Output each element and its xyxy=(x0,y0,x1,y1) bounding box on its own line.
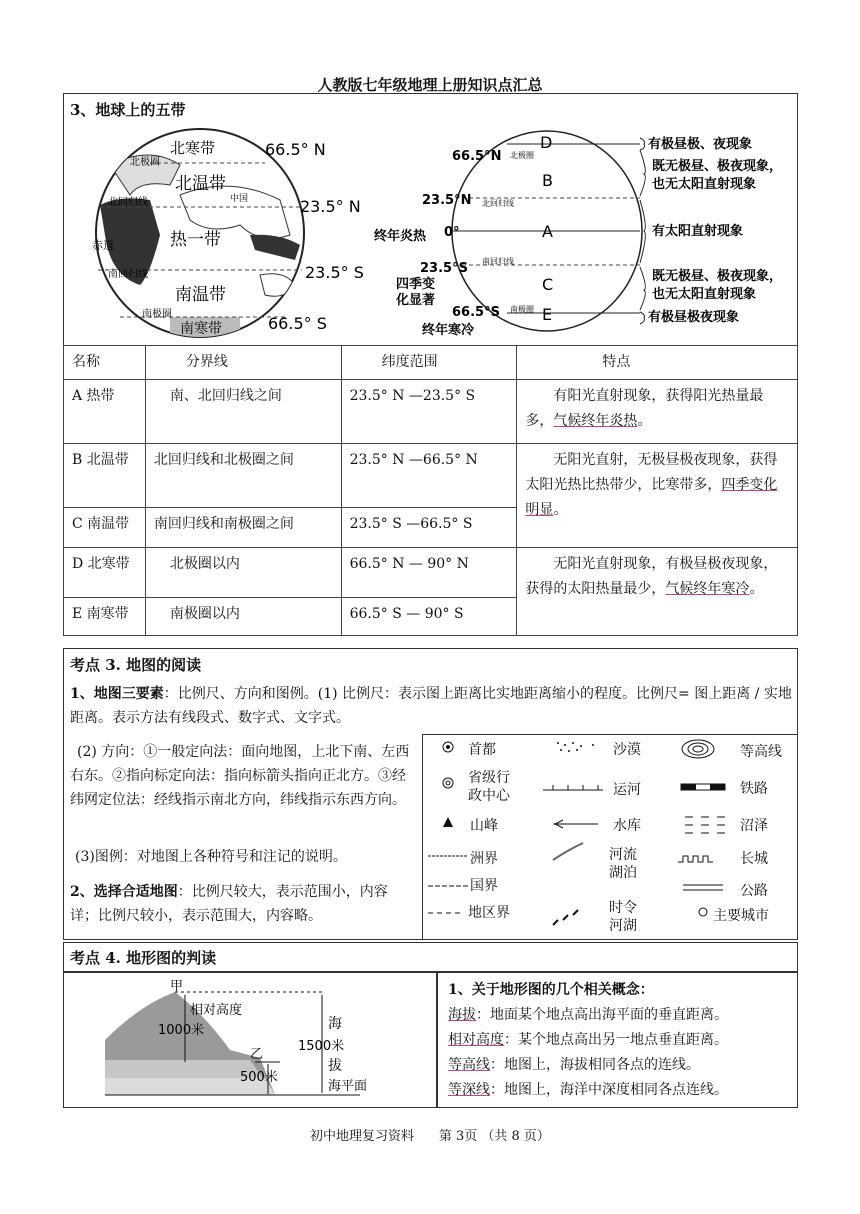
globe-label-north-frigid: 北寒带 xyxy=(170,139,216,157)
svg-text:赤道: 赤道 xyxy=(92,239,114,252)
svg-text:A: A xyxy=(542,222,553,241)
highway-icon xyxy=(683,885,723,890)
page-footer: 初中地理复习资料 第 3页 （共 8 页） xyxy=(310,1129,550,1144)
svg-text:北回归线: 北回归线 xyxy=(108,197,148,208)
svg-text:23.5°N: 23.5°N xyxy=(422,193,472,208)
svg-text:既无极昼、极夜现象，: 既无极昼、极夜现象， xyxy=(652,159,783,174)
svg-text:500米: 500米 xyxy=(240,1070,278,1085)
svg-text:23.5° N: 23.5° N xyxy=(300,197,361,216)
svg-text:南极圈: 南极圈 xyxy=(142,309,172,320)
major-city-icon xyxy=(699,908,707,916)
svg-text:拔: 拔 xyxy=(328,1058,342,1074)
svg-text:66.5°N: 66.5°N xyxy=(452,149,502,164)
svg-text:化显著: 化显著 xyxy=(396,293,436,308)
reservoir-icon xyxy=(553,820,598,828)
svg-text:终年炎热: 终年炎热 xyxy=(374,229,427,244)
svg-text:1500米: 1500米 xyxy=(298,1039,345,1054)
climate-zones-table xyxy=(63,345,798,636)
svg-text:北极圈: 北极圈 xyxy=(130,157,160,168)
left-globe-diagram xyxy=(90,125,390,340)
railway-icon xyxy=(681,784,725,790)
svg-text:66.5°S: 66.5°S xyxy=(452,305,500,320)
table-row: D 北寒带 北极圈以内 66.5° N — 90° N 无阳光直射现象，有极昼极夜现象，获得的太阳热量最少，气候终年寒冷。 xyxy=(64,548,798,598)
svg-text:有极昼极、夜现象: 有极昼极、夜现象 xyxy=(648,137,753,152)
svg-text:也无太阳直射现象: 也无太阳直射现象 xyxy=(652,177,757,192)
svg-text:四季变: 四季变 xyxy=(396,277,436,292)
svg-text:乙: 乙 xyxy=(250,1047,264,1062)
svg-text:南极圈: 南极圈 xyxy=(510,305,534,314)
contour-icon xyxy=(682,740,714,758)
canal-icon xyxy=(543,785,603,790)
svg-text:1000米: 1000米 xyxy=(158,1023,205,1038)
svg-text:66.5° S: 66.5° S xyxy=(268,314,327,333)
svg-text:23.5°S: 23.5°S xyxy=(420,261,468,276)
provincial-center-icon xyxy=(443,778,453,788)
table-row: B 北温带 北回归线和北极圈之间 23.5° N —66.5° N 无阳光直射，无极昼极夜现象，获得太阳光热比热带少，比寒带多，四季变化明显。 xyxy=(64,444,798,508)
map-paragraph-1: 1、地图三要素：比例尺、方向和图例。(1) 比例尺：表示图上距离比实地距离缩小的程度。比例尺= 图上距离 / 实地距离。表示方法有线段式、数字式、文字式。 xyxy=(70,686,792,726)
svg-text:既无极昼、极夜现象，: 既无极昼、极夜现象， xyxy=(652,269,783,284)
table-header: 纬度范围 xyxy=(341,346,517,380)
concept-item: 等深线：地图上，海洋中深度相同各点连线。 xyxy=(448,1082,728,1098)
svg-text:热一带: 热一带 xyxy=(170,230,221,250)
table-header: 名称 xyxy=(64,346,146,380)
map-paragraph-2: (2) 方向：①一般定向法：面向地图，上北下南、左西右东。②指向标定向法：指向标箭头指向正北方。③经纬网定位法：经线指示南北方向，纬线指示东西方向。 xyxy=(70,744,410,808)
svg-text:66.5° N: 66.5° N xyxy=(265,140,326,159)
river-icon xyxy=(553,843,583,860)
svg-text:南回归线: 南回归线 xyxy=(482,257,514,266)
terrain-diagram xyxy=(100,980,400,1100)
svg-text:0°: 0° xyxy=(444,225,460,240)
concept-item: 相对高度：某个地点高出另一地点垂直距离。 xyxy=(448,1032,728,1048)
svg-text:海: 海 xyxy=(328,1016,342,1032)
svg-text:北温带: 北温带 xyxy=(175,174,226,194)
svg-text:南寒带: 南寒带 xyxy=(180,321,222,337)
peak-icon xyxy=(443,817,453,827)
svg-text:有极昼极夜现象: 有极昼极夜现象 xyxy=(648,310,740,325)
svg-text:也无太阳直射现象: 也无太阳直射现象 xyxy=(652,287,757,302)
terrain-concepts-title: 1、关于地形图的几个相关概念： xyxy=(448,982,654,998)
map-paragraph-3: (3)图例：对地图上各种符号和注记的说明。 xyxy=(75,849,347,865)
svg-text:中国: 中国 xyxy=(230,194,249,204)
map-paragraph-4: 2、选择合适地图：比例尺较大，表示范围小，内容详；比例尺较小，表示范围大，内容略。 xyxy=(70,884,388,924)
svg-text:相对高度: 相对高度 xyxy=(190,1003,243,1018)
concept-item: 等高线：地图上，海拔相同各点的连线。 xyxy=(448,1057,700,1073)
terrain-heading: 考点 4. 地形图的判读 xyxy=(70,949,217,967)
svg-text:D: D xyxy=(540,133,553,152)
svg-text:南回归线: 南回归线 xyxy=(108,269,148,280)
desert-icon xyxy=(557,742,594,752)
svg-text:甲: 甲 xyxy=(170,980,184,994)
svg-text:B: B xyxy=(542,171,553,190)
page-title: 人教版七年级地理上册知识点汇总 xyxy=(317,76,543,94)
right-globe-diagram xyxy=(372,128,792,343)
svg-text:C: C xyxy=(542,275,554,294)
svg-text:北极圈: 北极圈 xyxy=(510,151,534,160)
svg-text:北回归线: 北回归线 xyxy=(482,199,514,208)
concept-item: 海拔：地面某个地点高出海平面的垂直距离。 xyxy=(448,1007,728,1023)
zones-heading: 3、地球上的五带 xyxy=(70,101,186,119)
table-row: A 热带 南、北回归线之间 23.5° N —23.5° S 有阳光直射现象，获得阳光热量最多，气候终年炎热。 xyxy=(64,380,798,444)
swamp-icon xyxy=(685,817,725,833)
svg-text:有太阳直射现象: 有太阳直射现象 xyxy=(652,224,744,239)
svg-text:南温带: 南温带 xyxy=(175,285,226,305)
table-row: C 南温带 南回归线和南极圈之间 23.5° S —66.5° S xyxy=(64,508,798,548)
svg-text:E: E xyxy=(542,305,553,324)
svg-text:海平面: 海平面 xyxy=(328,1079,368,1094)
table-header: 分界线 xyxy=(145,346,341,380)
svg-text:23.5° S: 23.5° S xyxy=(305,263,364,282)
table-header: 特点 xyxy=(517,346,798,380)
seasonal-river-icon xyxy=(553,910,578,925)
table-row: E 南寒带 南极圈以内 66.5° S — 90° S xyxy=(64,598,798,636)
svg-text:终年寒冷: 终年寒冷 xyxy=(422,323,475,338)
map-heading: 考点 3. 地图的阅读 xyxy=(70,656,202,674)
great-wall-icon xyxy=(678,856,713,862)
